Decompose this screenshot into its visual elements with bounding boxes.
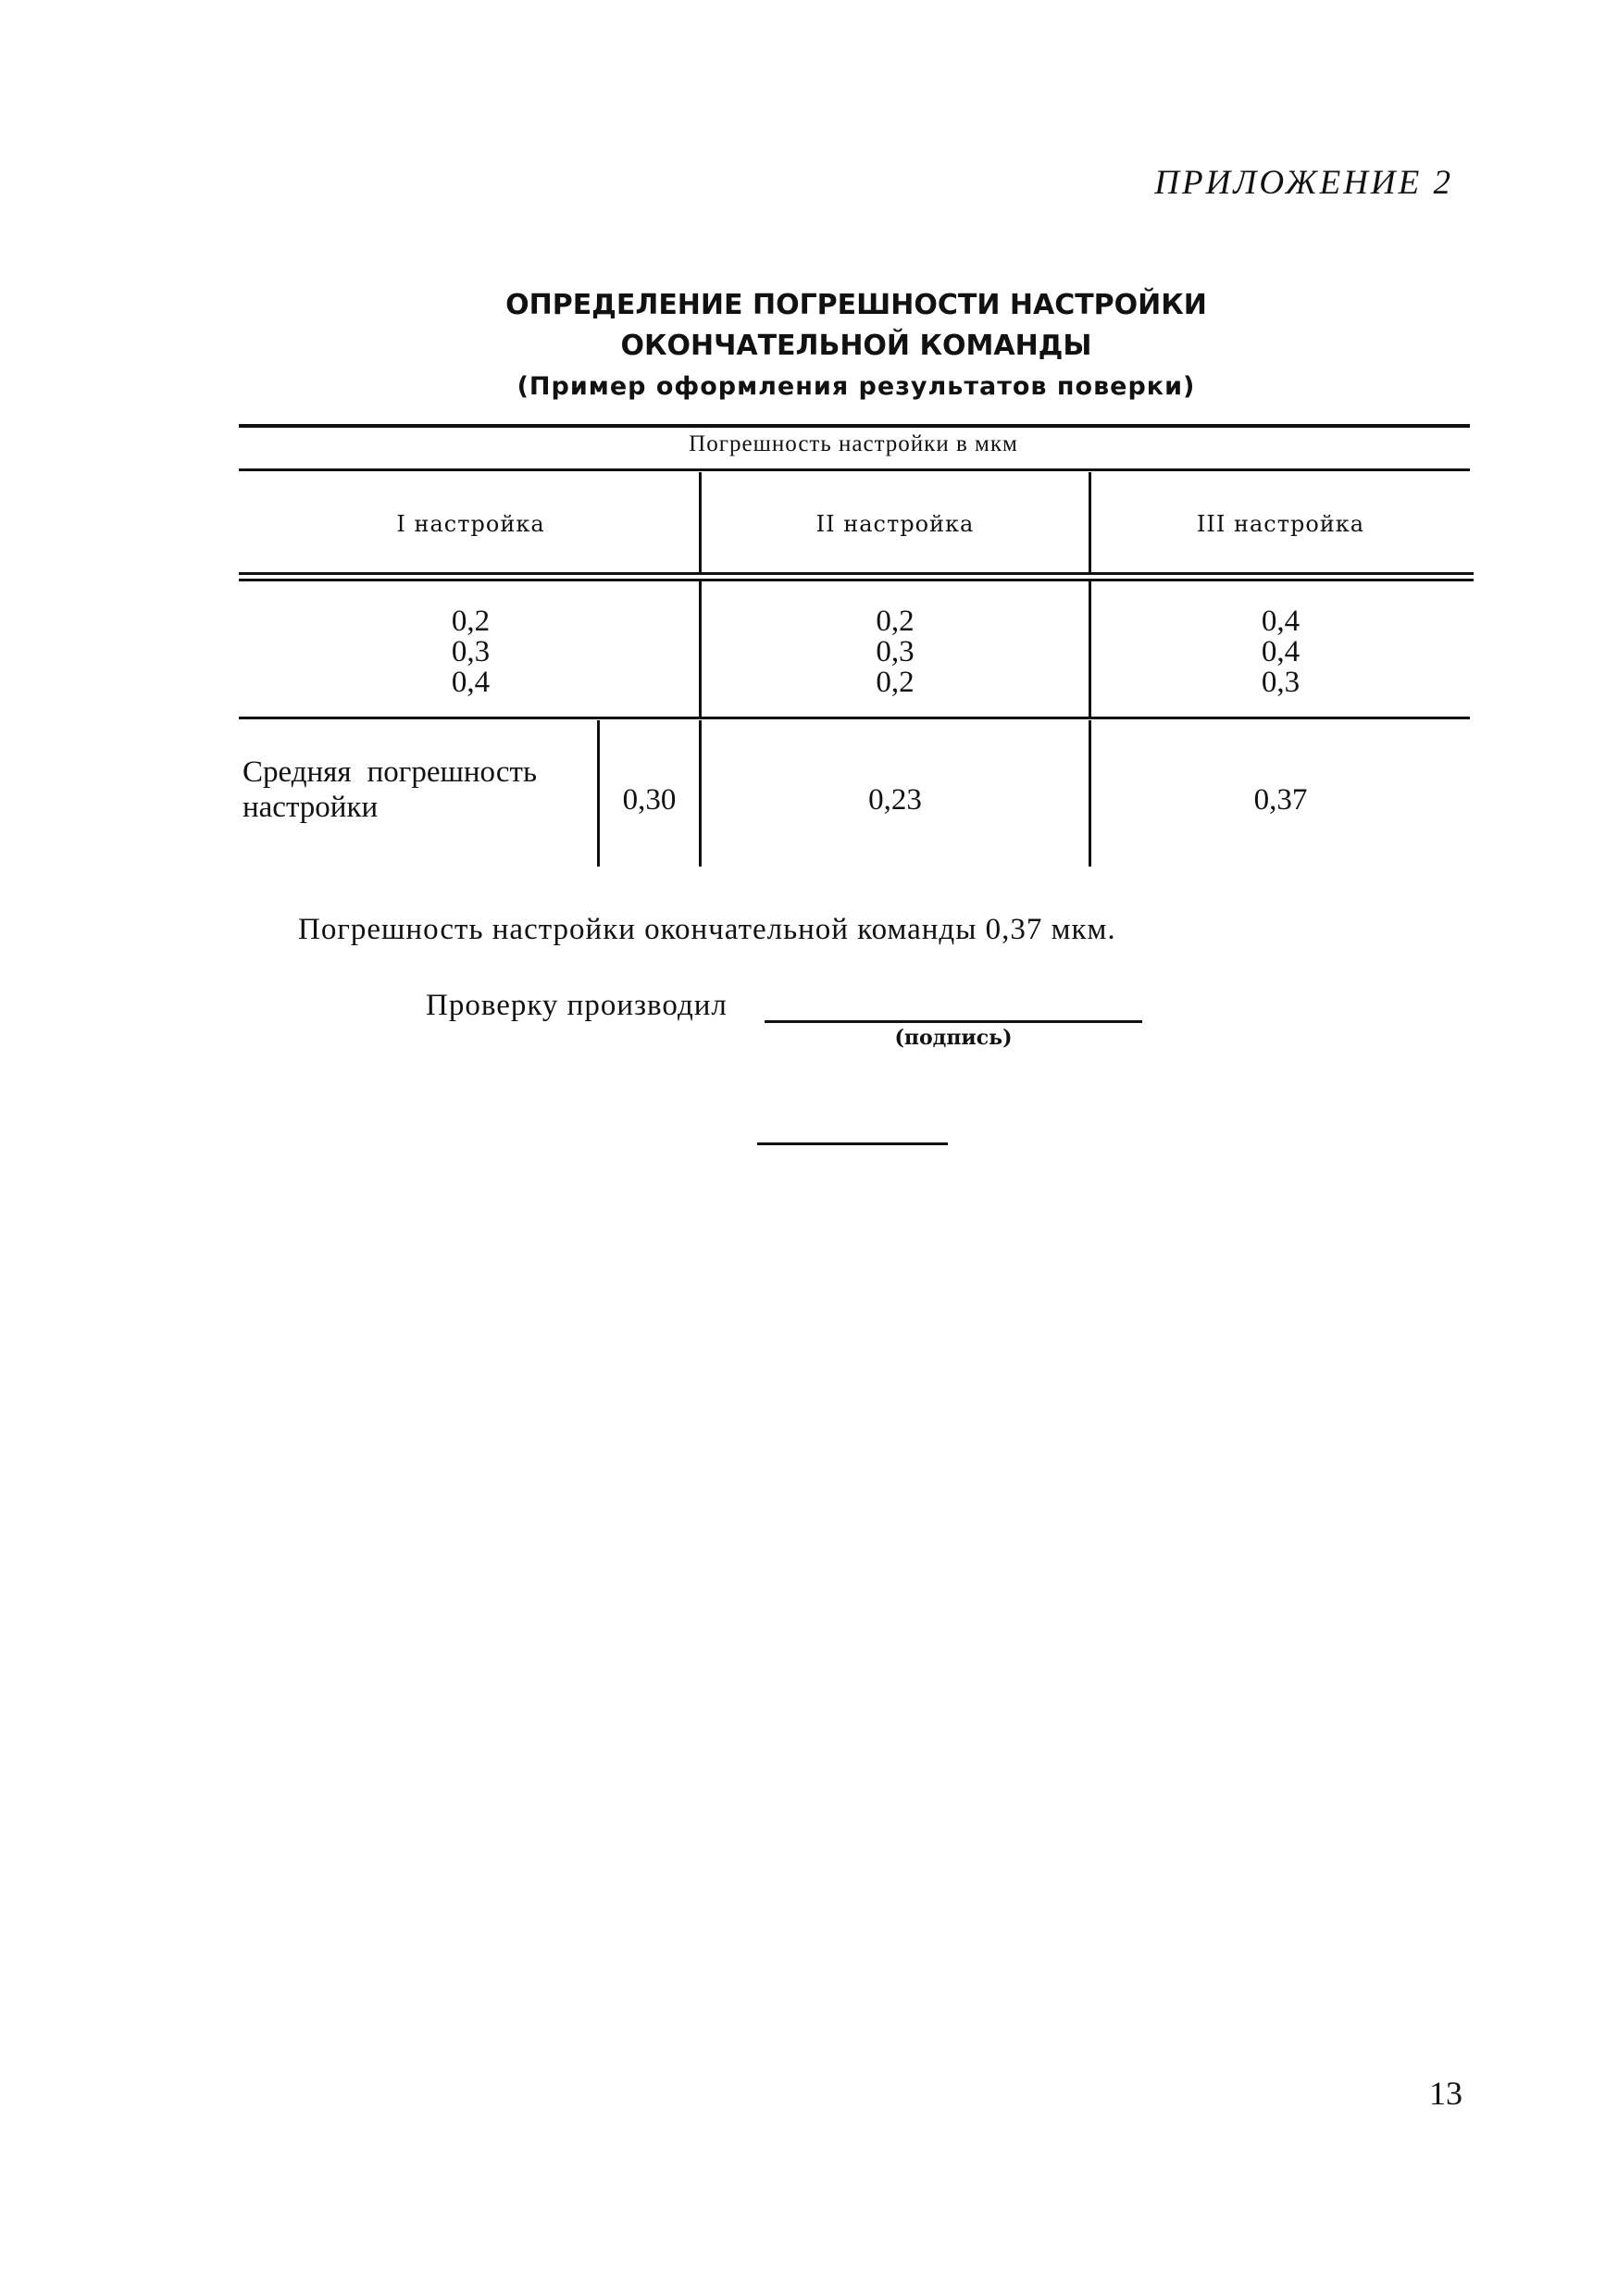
end-rule [757,1142,948,1145]
value-cell: 0,3 [451,635,491,668]
page-number: 13 [1429,2075,1462,2112]
average-row-label: Средняя погрешность настройки [243,755,537,824]
conclusion-text: Погрешность настройки окончательной команды 0,37 мкм. [298,913,1116,946]
column-2-values [702,606,1089,698]
column-3-values [1091,606,1470,698]
average-value-3: 0,37 [1253,783,1308,817]
table-top-rule [239,424,1470,428]
appendix-label: ПРИЛОЖЕНИЕ 2 [1154,164,1453,202]
column-header-2: II настройка [815,511,975,537]
average-value-1: 0,30 [622,783,677,817]
value-cell: 0,2 [876,666,915,699]
column-1-values [243,606,699,698]
value-cell: 0,3 [876,635,915,668]
average-value-2: 0,23 [868,783,922,817]
signature-caption: (подпись) [894,1026,1013,1050]
title-line-1: ОПРЕДЕЛЕНИЕ ПОГРЕШНОСТИ НАСТРОЙКИ [505,289,1207,321]
value-cell: 0,4 [1261,635,1301,668]
column-header-3: III настройка [1196,511,1365,537]
title-line-2: ОКОНЧАТЕЛЬНОЙ КОМАНДЫ [620,330,1092,362]
value-cell: 0,3 [1261,666,1301,699]
signature-line [765,1020,1142,1023]
value-cell: 0,2 [451,605,491,638]
header-double-rule-bottom [239,579,1474,581]
value-cell: 0,4 [1261,605,1301,638]
value-cell: 0,2 [876,605,915,638]
header-double-rule-top [239,572,1474,575]
document-title [463,285,1250,367]
value-cell: 0,4 [451,666,491,699]
values-bottom-rule [239,717,1470,719]
table-caption: Погрешность настройки в мкм [689,431,1018,456]
caption-bottom-rule [239,468,1470,471]
column-header-1: I настройка [396,511,545,537]
document-subtitle: (Пример оформления результатов поверки) [517,372,1196,401]
signoff-label: Проверку производил [426,989,728,1022]
